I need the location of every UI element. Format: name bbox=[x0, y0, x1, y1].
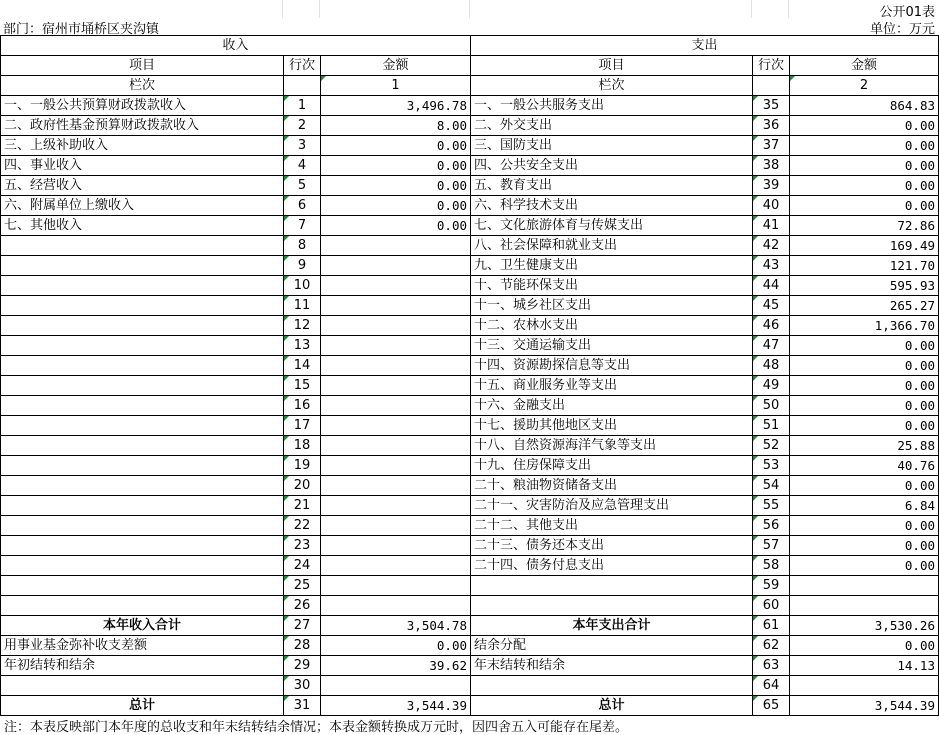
expense-amount-cell: 0.00 bbox=[790, 196, 939, 216]
table-row bbox=[1, 156, 939, 176]
income-item-cell bbox=[1, 276, 284, 296]
income-amount-cell: 0.00 bbox=[321, 216, 471, 236]
income-rowno-cell: 18 bbox=[284, 436, 321, 456]
income-rowno-cell: 16 bbox=[284, 396, 321, 416]
income-rowno-cell: 19 bbox=[284, 456, 321, 476]
table-row bbox=[1, 496, 939, 516]
expense-item-cell: 本年支出合计 bbox=[471, 616, 753, 636]
income-rowno-cell: 9 bbox=[284, 256, 321, 276]
table-row bbox=[1, 336, 939, 356]
expense-col-label: 栏次 bbox=[471, 76, 753, 96]
income-item-cell bbox=[1, 596, 284, 616]
expense-rowno-cell: 40 bbox=[753, 196, 790, 216]
expense-item-cell bbox=[471, 676, 753, 696]
table-row bbox=[1, 516, 939, 536]
expense-item-cell: 十八、自然资源海洋气象等支出 bbox=[471, 436, 753, 456]
expense-amount-cell: 25.88 bbox=[790, 436, 939, 456]
expense-amount-cell: 169.49 bbox=[790, 236, 939, 256]
income-item-cell: 五、经营收入 bbox=[1, 176, 284, 196]
expense-rowno-cell: 35 bbox=[753, 96, 790, 116]
income-item-cell: 用事业基金弥补收支差额 bbox=[1, 636, 284, 656]
income-rowno-cell: 12 bbox=[284, 316, 321, 336]
income-amount-cell: 8.00 bbox=[321, 116, 471, 136]
expense-amount-cell: 72.86 bbox=[790, 216, 939, 236]
income-item-cell bbox=[1, 676, 284, 696]
expense-item-cell: 十三、交通运输支出 bbox=[471, 336, 753, 356]
table-row bbox=[1, 96, 939, 116]
sheet-top-blank-row bbox=[0, 0, 939, 18]
expense-item-cell: 十五、商业服务业等支出 bbox=[471, 376, 753, 396]
expense-rowno-cell: 61 bbox=[753, 616, 790, 636]
income-rowno-cell: 3 bbox=[284, 136, 321, 156]
expense-amount-header: 金额 bbox=[790, 56, 939, 76]
expense-item-cell: 结余分配 bbox=[471, 636, 753, 656]
table-row bbox=[1, 556, 939, 576]
income-item-cell: 四、事业收入 bbox=[1, 156, 284, 176]
income-amount-cell bbox=[321, 296, 471, 316]
table-row bbox=[1, 436, 939, 456]
income-amount-cell bbox=[321, 596, 471, 616]
income-amount-cell bbox=[321, 376, 471, 396]
expense-rowno-cell: 43 bbox=[753, 256, 790, 276]
expense-rowno-cell: 38 bbox=[753, 156, 790, 176]
expense-item-cell: 年末结转和结余 bbox=[471, 656, 753, 676]
table-row bbox=[1, 176, 939, 196]
income-amount-cell bbox=[321, 256, 471, 276]
expense-rowno-cell: 39 bbox=[753, 176, 790, 196]
expense-amount-cell: 0.00 bbox=[790, 116, 939, 136]
income-item-cell: 六、附属单位上缴收入 bbox=[1, 196, 284, 216]
department-label: 部门：宿州市埇桥区夹沟镇 bbox=[3, 22, 160, 37]
expense-item-cell: 十一、城乡社区支出 bbox=[471, 296, 753, 316]
expense-item-cell: 二十三、债务还本支出 bbox=[471, 536, 753, 556]
expense-item-cell: 十六、金融支出 bbox=[471, 396, 753, 416]
income-amount-cell: 0.00 bbox=[321, 636, 471, 656]
income-amount-cell: 0.00 bbox=[321, 156, 471, 176]
table-row bbox=[1, 616, 939, 636]
expense-amount-cell bbox=[790, 576, 939, 596]
expense-amount-cell: 0.00 bbox=[790, 136, 939, 156]
income-amount-cell bbox=[321, 576, 471, 596]
table-row bbox=[1, 216, 939, 236]
expense-item-cell: 二十二、其他支出 bbox=[471, 516, 753, 536]
expense-item-cell: 五、教育支出 bbox=[471, 176, 753, 196]
expense-item-cell: 一、一般公共服务支出 bbox=[471, 96, 753, 116]
income-rowno-cell: 15 bbox=[284, 376, 321, 396]
expense-item-cell: 三、国防支出 bbox=[471, 136, 753, 156]
income-rowno-cell: 22 bbox=[284, 516, 321, 536]
income-amount-cell: 0.00 bbox=[321, 136, 471, 156]
expense-rowno-cell: 44 bbox=[753, 276, 790, 296]
expense-rowno-cell: 55 bbox=[753, 496, 790, 516]
expense-amount-cell: 3,530.26 bbox=[790, 616, 939, 636]
income-rowno-cell: 2 bbox=[284, 116, 321, 136]
income-col-label: 栏次 bbox=[1, 76, 284, 96]
income-rowno-cell: 7 bbox=[284, 216, 321, 236]
income-item-cell: 本年收入合计 bbox=[1, 616, 284, 636]
table-row bbox=[1, 696, 939, 716]
expense-item-cell: 二十一、灾害防治及应急管理支出 bbox=[471, 496, 753, 516]
section-header-row bbox=[1, 36, 939, 56]
table-row bbox=[1, 376, 939, 396]
table-row bbox=[1, 536, 939, 556]
expense-amount-cell: 0.00 bbox=[790, 376, 939, 396]
income-amount-header: 金额 bbox=[321, 56, 471, 76]
income-item-cell bbox=[1, 396, 284, 416]
income-item-cell: 七、其他收入 bbox=[1, 216, 284, 236]
income-item-cell bbox=[1, 336, 284, 356]
expense-item-cell bbox=[471, 596, 753, 616]
expense-amount-cell: 0.00 bbox=[790, 156, 939, 176]
expense-amount-cell: 0.00 bbox=[790, 476, 939, 496]
income-item-cell bbox=[1, 576, 284, 596]
table-row bbox=[1, 356, 939, 376]
income-amount-cell: 3,504.78 bbox=[321, 616, 471, 636]
income-amount-cell bbox=[321, 276, 471, 296]
income-item-header: 项目 bbox=[1, 56, 284, 76]
income-amount-cell bbox=[321, 496, 471, 516]
table-code: 公开01表 bbox=[879, 5, 935, 20]
expense-item-cell: 七、文化旅游体育与传媒支出 bbox=[471, 216, 753, 236]
table-row bbox=[1, 576, 939, 596]
income-item-cell bbox=[1, 476, 284, 496]
income-amount-cell: 0.00 bbox=[321, 176, 471, 196]
expense-item-cell: 十九、住房保障支出 bbox=[471, 456, 753, 476]
table-row bbox=[1, 676, 939, 696]
expense-amount-cell: 0.00 bbox=[790, 336, 939, 356]
income-amount-cell bbox=[321, 316, 471, 336]
expense-amount-cell: 0.00 bbox=[790, 636, 939, 656]
income-rowno-cell: 8 bbox=[284, 236, 321, 256]
income-amount-cell: 3,496.78 bbox=[321, 96, 471, 116]
income-amount-cell bbox=[321, 436, 471, 456]
expense-amount-cell: 14.13 bbox=[790, 656, 939, 676]
income-amount-cell bbox=[321, 516, 471, 536]
income-amount-cell bbox=[321, 536, 471, 556]
income-item-cell: 三、上级补助收入 bbox=[1, 136, 284, 156]
table-row bbox=[1, 656, 939, 676]
income-rowno-cell: 31 bbox=[284, 696, 321, 716]
expense-rowno-cell: 36 bbox=[753, 116, 790, 136]
income-rowno-cell: 6 bbox=[284, 196, 321, 216]
expense-rowno-cell: 46 bbox=[753, 316, 790, 336]
income-rowno-cell: 20 bbox=[284, 476, 321, 496]
expense-rowno-cell: 54 bbox=[753, 476, 790, 496]
income-amount-cell: 39.62 bbox=[321, 656, 471, 676]
expense-item-cell: 二、外交支出 bbox=[471, 116, 753, 136]
expense-rowno-cell: 64 bbox=[753, 676, 790, 696]
table-row bbox=[1, 136, 939, 156]
column-index-row bbox=[1, 76, 939, 96]
expense-rowno-cell: 48 bbox=[753, 356, 790, 376]
income-item-cell bbox=[1, 456, 284, 476]
income-amount-cell bbox=[321, 556, 471, 576]
expense-amount-cell: 0.00 bbox=[790, 536, 939, 556]
expense-item-cell: 十、节能环保支出 bbox=[471, 276, 753, 296]
footer-note: 注：本表反映部门本年度的总收支和年末结转结余情况；本表金额转换成万元时，因四舍五入可能存在尾差。 bbox=[4, 720, 629, 735]
income-rowno-cell: 25 bbox=[284, 576, 321, 596]
income-rowno-cell: 28 bbox=[284, 636, 321, 656]
income-amount-cell: 3,544.39 bbox=[321, 696, 471, 716]
table-row bbox=[1, 476, 939, 496]
income-rowno-cell: 1 bbox=[284, 96, 321, 116]
table-row bbox=[1, 596, 939, 616]
income-amount-cell bbox=[321, 456, 471, 476]
expense-col-blank bbox=[753, 76, 790, 96]
income-item-cell bbox=[1, 416, 284, 436]
expense-amount-cell: 0.00 bbox=[790, 396, 939, 416]
table-row bbox=[1, 416, 939, 436]
expense-item-cell: 二十四、债务付息支出 bbox=[471, 556, 753, 576]
expense-rowno-cell: 42 bbox=[753, 236, 790, 256]
expense-item-cell: 四、公共安全支出 bbox=[471, 156, 753, 176]
income-item-cell bbox=[1, 436, 284, 456]
expense-amount-cell: 0.00 bbox=[790, 556, 939, 576]
expense-item-cell bbox=[471, 576, 753, 596]
expense-amount-cell: 0.00 bbox=[790, 516, 939, 536]
table-row bbox=[1, 236, 939, 256]
expense-rowno-cell: 49 bbox=[753, 376, 790, 396]
income-expense-table bbox=[0, 35, 939, 716]
income-amount-cell: 0.00 bbox=[321, 196, 471, 216]
expense-rowno-cell: 56 bbox=[753, 516, 790, 536]
unit-label: 单位：万元 bbox=[869, 22, 935, 37]
income-amount-cell bbox=[321, 416, 471, 436]
income-amount-cell bbox=[321, 476, 471, 496]
income-rowno-cell: 30 bbox=[284, 676, 321, 696]
table-row bbox=[1, 296, 939, 316]
table-row bbox=[1, 316, 939, 336]
expense-rowno-cell: 65 bbox=[753, 696, 790, 716]
income-rowno-cell: 26 bbox=[284, 596, 321, 616]
income-rowno-cell: 29 bbox=[284, 656, 321, 676]
income-amount-cell bbox=[321, 676, 471, 696]
income-rowno-cell: 23 bbox=[284, 536, 321, 556]
column-header-row bbox=[1, 56, 939, 76]
expense-amount-cell: 864.83 bbox=[790, 96, 939, 116]
table-row bbox=[1, 256, 939, 276]
expense-amount-cell: 0.00 bbox=[790, 356, 939, 376]
table-row bbox=[1, 456, 939, 476]
income-rowno-header: 行次 bbox=[284, 56, 321, 76]
expense-amount-cell: 121.70 bbox=[790, 256, 939, 276]
income-item-cell: 一、一般公共预算财政拨款收入 bbox=[1, 96, 284, 116]
expense-rowno-cell: 59 bbox=[753, 576, 790, 596]
income-item-cell: 总计 bbox=[1, 696, 284, 716]
expense-rowno-cell: 45 bbox=[753, 296, 790, 316]
expense-item-cell: 六、科学技术支出 bbox=[471, 196, 753, 216]
income-rowno-cell: 11 bbox=[284, 296, 321, 316]
expense-item-header: 项目 bbox=[471, 56, 753, 76]
income-rowno-cell: 27 bbox=[284, 616, 321, 636]
income-amount-cell bbox=[321, 336, 471, 356]
expense-rowno-cell: 57 bbox=[753, 536, 790, 556]
income-item-cell bbox=[1, 356, 284, 376]
expense-amount-cell: 595.93 bbox=[790, 276, 939, 296]
income-amount-cell bbox=[321, 236, 471, 256]
income-item-cell bbox=[1, 496, 284, 516]
expense-item-cell: 十四、资源勘探信息等支出 bbox=[471, 356, 753, 376]
income-section-header: 收入 bbox=[1, 36, 471, 56]
expense-section-header: 支出 bbox=[471, 36, 939, 56]
income-rowno-cell: 13 bbox=[284, 336, 321, 356]
expense-amount-cell: 3,544.39 bbox=[790, 696, 939, 716]
income-item-cell bbox=[1, 296, 284, 316]
expense-rowno-cell: 52 bbox=[753, 436, 790, 456]
expense-rowno-cell: 53 bbox=[753, 456, 790, 476]
income-item-cell bbox=[1, 556, 284, 576]
income-col-index: 1 bbox=[321, 76, 471, 96]
table-row bbox=[1, 116, 939, 136]
expense-rowno-cell: 37 bbox=[753, 136, 790, 156]
expense-item-cell: 八、社会保障和就业支出 bbox=[471, 236, 753, 256]
income-amount-cell bbox=[321, 396, 471, 416]
expense-amount-cell: 0.00 bbox=[790, 416, 939, 436]
expense-rowno-cell: 41 bbox=[753, 216, 790, 236]
table-row bbox=[1, 276, 939, 296]
table-row bbox=[1, 636, 939, 656]
income-col-blank bbox=[284, 76, 321, 96]
income-rowno-cell: 14 bbox=[284, 356, 321, 376]
income-rowno-cell: 24 bbox=[284, 556, 321, 576]
expense-rowno-cell: 63 bbox=[753, 656, 790, 676]
income-item-cell bbox=[1, 376, 284, 396]
expense-rowno-header: 行次 bbox=[753, 56, 790, 76]
expense-rowno-cell: 50 bbox=[753, 396, 790, 416]
expense-amount-cell: 0.00 bbox=[790, 176, 939, 196]
expense-rowno-cell: 62 bbox=[753, 636, 790, 656]
income-rowno-cell: 17 bbox=[284, 416, 321, 436]
expense-item-cell: 九、卫生健康支出 bbox=[471, 256, 753, 276]
income-item-cell: 二、政府性基金预算财政拨款收入 bbox=[1, 116, 284, 136]
expense-rowno-cell: 47 bbox=[753, 336, 790, 356]
income-item-cell: 年初结转和结余 bbox=[1, 656, 284, 676]
income-item-cell bbox=[1, 236, 284, 256]
expense-item-cell: 二十、粮油物资储备支出 bbox=[471, 476, 753, 496]
expense-item-cell: 十七、援助其他地区支出 bbox=[471, 416, 753, 436]
table-row bbox=[1, 196, 939, 216]
expense-amount-cell: 6.84 bbox=[790, 496, 939, 516]
income-item-cell bbox=[1, 316, 284, 336]
income-item-cell bbox=[1, 536, 284, 556]
expense-amount-cell bbox=[790, 596, 939, 616]
expense-rowno-cell: 60 bbox=[753, 596, 790, 616]
expense-rowno-cell: 58 bbox=[753, 556, 790, 576]
expense-item-cell: 十二、农林水支出 bbox=[471, 316, 753, 336]
expense-amount-cell: 265.27 bbox=[790, 296, 939, 316]
table-row bbox=[1, 396, 939, 416]
income-rowno-cell: 21 bbox=[284, 496, 321, 516]
expense-rowno-cell: 51 bbox=[753, 416, 790, 436]
income-item-cell bbox=[1, 516, 284, 536]
income-rowno-cell: 10 bbox=[284, 276, 321, 296]
income-rowno-cell: 4 bbox=[284, 156, 321, 176]
expense-item-cell: 总计 bbox=[471, 696, 753, 716]
expense-amount-cell: 1,366.70 bbox=[790, 316, 939, 336]
income-item-cell bbox=[1, 256, 284, 276]
expense-col-index: 2 bbox=[790, 76, 939, 96]
income-rowno-cell: 5 bbox=[284, 176, 321, 196]
expense-amount-cell bbox=[790, 676, 939, 696]
income-amount-cell bbox=[321, 356, 471, 376]
expense-amount-cell: 40.76 bbox=[790, 456, 939, 476]
